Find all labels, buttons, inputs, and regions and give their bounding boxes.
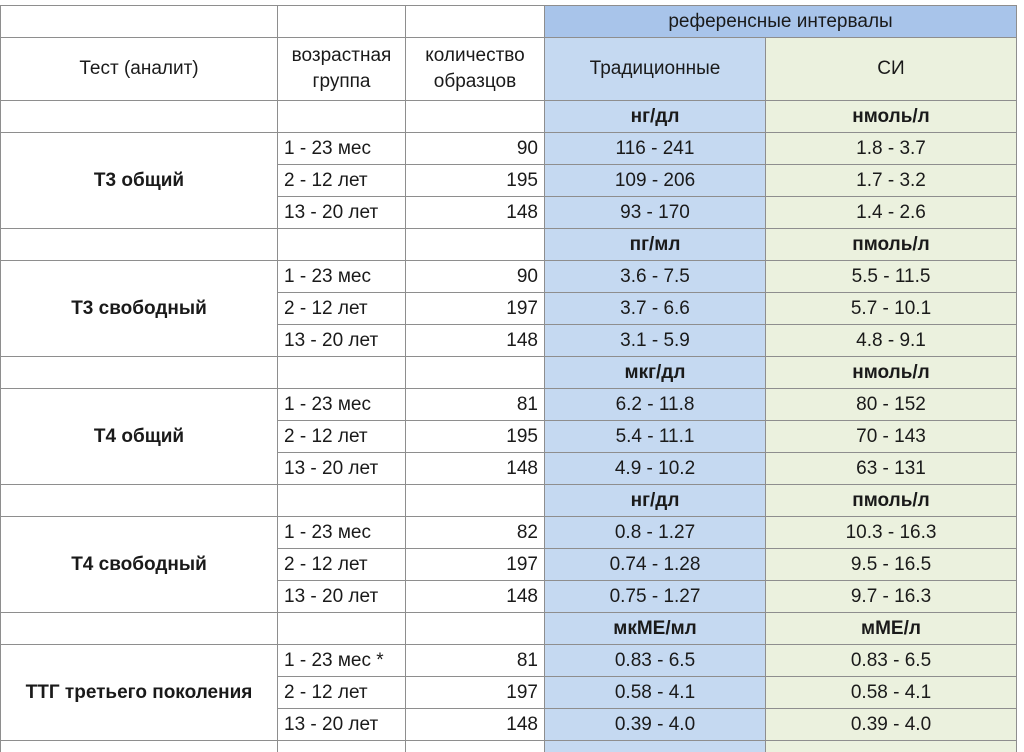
cell-empty[interactable]: [1, 485, 278, 517]
sample-count-cell[interactable]: 148: [406, 325, 545, 357]
cell-empty[interactable]: [278, 741, 406, 752]
sample-count-cell[interactable]: 197: [406, 549, 545, 581]
traditional-range-cell[interactable]: 0.83 - 6.5: [545, 645, 766, 677]
cell-empty[interactable]: [278, 101, 406, 133]
sample-count-header[interactable]: [406, 38, 545, 101]
traditional-range-cell[interactable]: 3.7 - 6.6: [545, 293, 766, 325]
sample-count-cell[interactable]: 90: [406, 133, 545, 165]
age-group-header[interactable]: [278, 38, 406, 101]
cell-empty[interactable]: [1, 357, 278, 389]
sample-count-cell[interactable]: 195: [406, 165, 545, 197]
analyte-name[interactable]: Т4 общий: [1, 389, 278, 485]
traditional-range-cell[interactable]: 93 - 170: [545, 197, 766, 229]
unit-traditional[interactable]: нг/дл: [545, 101, 766, 133]
unit-traditional[interactable]: мкМЕ/мл: [545, 613, 766, 645]
si-range-cell[interactable]: 0.58 - 4.1: [766, 677, 1017, 709]
si-range-cell[interactable]: 80 - 152: [766, 389, 1017, 421]
traditional-range-cell[interactable]: 3.6 - 7.5: [545, 261, 766, 293]
traditional-range-cell[interactable]: 0.39 - 4.0: [545, 709, 766, 741]
sample-count-cell[interactable]: 90: [406, 261, 545, 293]
unit-row: [1, 357, 1017, 389]
sample-count-header-line2: образцов: [433, 71, 517, 92]
cell-empty[interactable]: [406, 357, 545, 389]
si-range-cell[interactable]: 9.7 - 16.3: [766, 581, 1017, 613]
sample-count-cell[interactable]: 148: [406, 709, 545, 741]
age-group-cell[interactable]: 2 - 12 лет: [278, 549, 406, 581]
analyte-name[interactable]: ТТГ третьего поколения: [1, 645, 278, 741]
si-range-cell[interactable]: 1.4 - 2.6: [766, 197, 1017, 229]
age-group-cell[interactable]: 1 - 23 мес: [278, 133, 406, 165]
cell-empty[interactable]: [406, 613, 545, 645]
sample-count-cell[interactable]: 197: [406, 677, 545, 709]
age-group-cell[interactable]: 1 - 23 мес: [278, 517, 406, 549]
cell-empty[interactable]: [406, 741, 545, 752]
cell-empty[interactable]: [545, 741, 766, 752]
age-group-cell[interactable]: 1 - 23 мес: [278, 261, 406, 293]
cell-empty[interactable]: [1, 741, 278, 752]
unit-traditional[interactable]: мкг/дл: [545, 357, 766, 389]
traditional-range-cell[interactable]: 0.75 - 1.27: [545, 581, 766, 613]
age-group-cell[interactable]: 1 - 23 мес *: [278, 645, 406, 677]
age-group-cell[interactable]: 13 - 20 лет: [278, 581, 406, 613]
si-range-cell[interactable]: 9.5 - 16.5: [766, 549, 1017, 581]
si-range-cell[interactable]: 0.39 - 4.0: [766, 709, 1017, 741]
traditional-range-cell[interactable]: 4.9 - 10.2: [545, 453, 766, 485]
ref-intervals-header[interactable]: референсные интервалы: [545, 6, 1017, 38]
age-group-cell[interactable]: 1 - 23 мес: [278, 389, 406, 421]
age-group-cell[interactable]: 2 - 12 лет: [278, 421, 406, 453]
test-header[interactable]: Тест (аналит): [1, 38, 278, 101]
unit-traditional[interactable]: нг/дл: [545, 485, 766, 517]
analyte-name[interactable]: Т3 свободный: [1, 261, 278, 357]
si-header[interactable]: СИ: [766, 38, 1017, 101]
table-row: [1, 261, 1017, 293]
unit-row: [1, 613, 1017, 645]
unit-si[interactable]: нмоль/л: [766, 357, 1017, 389]
table-row: [1, 517, 1017, 549]
sample-count-cell[interactable]: 148: [406, 453, 545, 485]
age-group-header-line2: группа: [312, 71, 371, 92]
sample-count-cell[interactable]: 81: [406, 389, 545, 421]
si-range-cell[interactable]: 4.8 - 9.1: [766, 325, 1017, 357]
age-group-cell[interactable]: 13 - 20 лет: [278, 709, 406, 741]
age-group-cell[interactable]: 13 - 20 лет: [278, 453, 406, 485]
cell-empty[interactable]: [278, 613, 406, 645]
table-row-partial: [1, 741, 1017, 752]
sample-count-cell[interactable]: 82: [406, 517, 545, 549]
cell-empty[interactable]: [278, 6, 406, 38]
si-range-cell[interactable]: 1.8 - 3.7: [766, 133, 1017, 165]
traditional-range-cell[interactable]: 3.1 - 5.9: [545, 325, 766, 357]
header-row-top: [1, 6, 1017, 38]
cell-empty[interactable]: [406, 101, 545, 133]
si-range-cell[interactable]: 70 - 143: [766, 421, 1017, 453]
age-group-cell[interactable]: 13 - 20 лет: [278, 197, 406, 229]
si-range-cell[interactable]: 63 - 131: [766, 453, 1017, 485]
si-range-cell[interactable]: 0.83 - 6.5: [766, 645, 1017, 677]
traditional-range-cell[interactable]: 5.4 - 11.1: [545, 421, 766, 453]
cell-empty[interactable]: [406, 485, 545, 517]
unit-row: [1, 229, 1017, 261]
sample-count-cell[interactable]: 148: [406, 197, 545, 229]
cell-empty[interactable]: [766, 741, 1017, 752]
si-range-cell[interactable]: 1.7 - 3.2: [766, 165, 1017, 197]
age-group-cell[interactable]: 2 - 12 лет: [278, 165, 406, 197]
table-row: [1, 389, 1017, 421]
traditional-header[interactable]: Традиционные: [545, 38, 766, 101]
table-row: [1, 133, 1017, 165]
sample-count-cell[interactable]: 195: [406, 421, 545, 453]
cell-empty[interactable]: [1, 229, 278, 261]
unit-si[interactable]: нмоль/л: [766, 101, 1017, 133]
unit-traditional[interactable]: пг/мл: [545, 229, 766, 261]
unit-row: [1, 101, 1017, 133]
cell-empty[interactable]: [1, 6, 278, 38]
traditional-range-cell[interactable]: 0.8 - 1.27: [545, 517, 766, 549]
cell-empty[interactable]: [406, 6, 545, 38]
unit-si[interactable]: мМЕ/л: [766, 613, 1017, 645]
traditional-range-cell[interactable]: 116 - 241: [545, 133, 766, 165]
sample-count-cell[interactable]: 148: [406, 581, 545, 613]
traditional-range-cell[interactable]: 0.74 - 1.28: [545, 549, 766, 581]
sample-count-cell[interactable]: 197: [406, 293, 545, 325]
sample-count-header-line1: количество: [425, 45, 525, 67]
sample-count-cell[interactable]: 81: [406, 645, 545, 677]
cell-empty[interactable]: [406, 229, 545, 261]
cell-empty[interactable]: [1, 613, 278, 645]
analyte-name[interactable]: Т3 общий: [1, 133, 278, 229]
si-range-cell[interactable]: 5.5 - 11.5: [766, 261, 1017, 293]
cell-empty[interactable]: [278, 485, 406, 517]
traditional-range-cell[interactable]: 6.2 - 11.8: [545, 389, 766, 421]
age-group-cell[interactable]: 2 - 12 лет: [278, 677, 406, 709]
unit-row: [1, 485, 1017, 517]
table-row: [1, 645, 1017, 677]
reference-table: [0, 5, 1017, 752]
age-group-header-line1: возрастная: [291, 45, 392, 67]
unit-si[interactable]: пмоль/л: [766, 485, 1017, 517]
cell-empty[interactable]: [1, 101, 278, 133]
si-range-cell[interactable]: 5.7 - 10.1: [766, 293, 1017, 325]
si-range-cell[interactable]: 10.3 - 16.3: [766, 517, 1017, 549]
header-row: [1, 38, 1017, 101]
cell-empty[interactable]: [278, 229, 406, 261]
traditional-range-cell[interactable]: 0.58 - 4.1: [545, 677, 766, 709]
traditional-range-cell[interactable]: 109 - 206: [545, 165, 766, 197]
age-group-cell[interactable]: 2 - 12 лет: [278, 293, 406, 325]
cell-empty[interactable]: [278, 357, 406, 389]
analyte-name[interactable]: Т4 свободный: [1, 517, 278, 613]
age-group-cell[interactable]: 13 - 20 лет: [278, 325, 406, 357]
unit-si[interactable]: пмоль/л: [766, 229, 1017, 261]
